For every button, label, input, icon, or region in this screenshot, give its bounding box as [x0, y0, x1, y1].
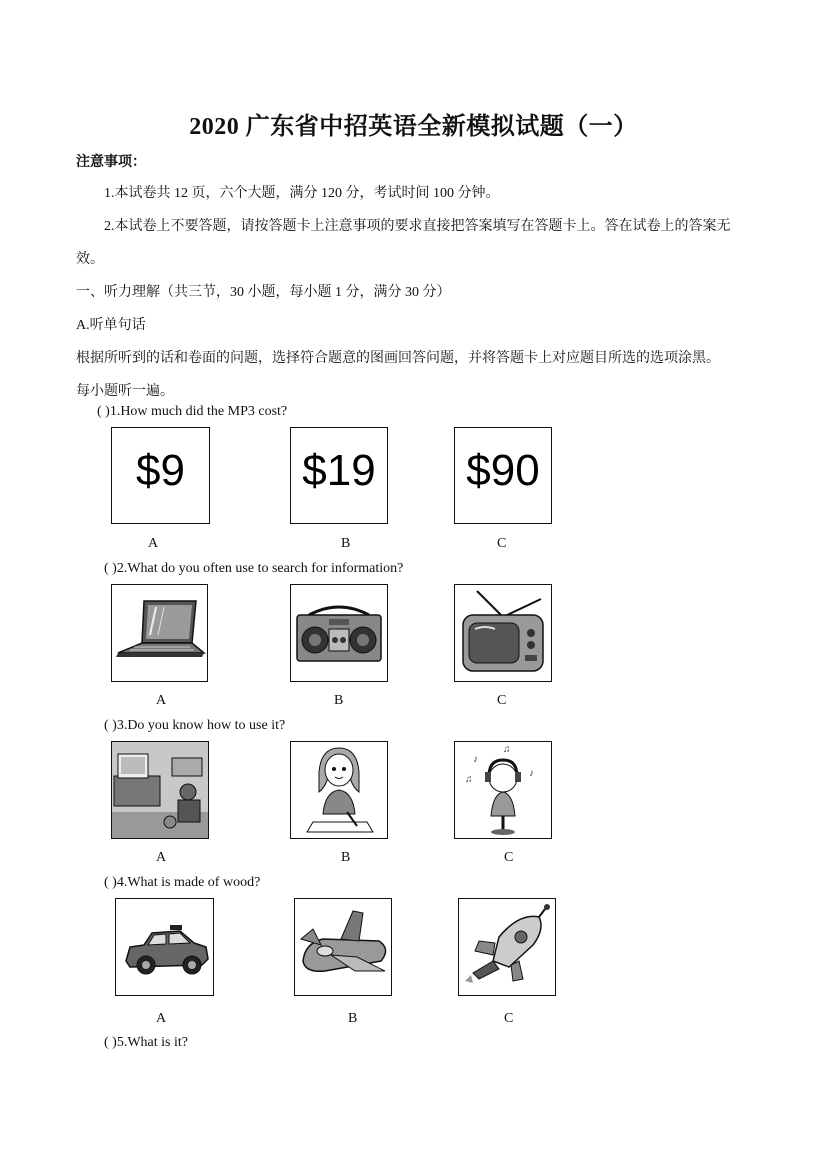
laptop-icon [112, 585, 207, 681]
option-3a-image [111, 741, 209, 839]
option-2c-image [454, 584, 552, 682]
option-1a-image [111, 427, 210, 524]
option-label-1a: A [148, 536, 159, 551]
notice-heading: 注意事项： [76, 155, 146, 170]
option-3b-image [290, 741, 388, 839]
part-a-heading: A.听单句话 [76, 318, 146, 333]
option-4b-image [294, 898, 392, 996]
option-1b-image [290, 427, 388, 524]
option-label-4c: C [504, 1011, 514, 1026]
question-2: ( )2.What do you often use to search for information? [104, 561, 404, 576]
option-label-4a: A [156, 1011, 167, 1026]
option-4c-image [458, 898, 556, 996]
option-1c-image [454, 427, 552, 524]
radio-cassette-icon [291, 585, 387, 681]
page-title: 2020 广东省中招英语全新模拟试题（一） [189, 114, 638, 140]
girl-headphones-icon [455, 742, 551, 838]
option-label-1b: B [341, 536, 351, 551]
price-label: $9 [136, 446, 185, 495]
girl-writing-icon [291, 742, 387, 838]
option-label-2b: B [334, 693, 344, 708]
notice-item-2-line-2: 效。 [76, 252, 104, 267]
notice-item-1: 1.本试卷共 12 页，六个大题，满分 120 分，考试时间 100 分钟。 [104, 186, 500, 201]
option-2b-image [290, 584, 388, 682]
rocket-icon [459, 899, 555, 995]
option-label-1c: C [497, 536, 507, 551]
question-1: ( )1.How much did the MP3 cost? [97, 404, 288, 419]
watching-tv-scene-icon [112, 742, 208, 838]
instruction-line-1: 根据所听到的话和卷面的问题，选择符合题意的图画回答问题，并将答题卡上对应题目所选的选项涂黑。 [76, 351, 720, 366]
option-label-4b: B [348, 1011, 358, 1026]
price-label: $90 [466, 446, 540, 495]
option-label-3c: C [504, 850, 514, 865]
airplane-icon [295, 899, 391, 995]
notice-item-2-line-1: 2.本试卷上不要答题，请按答题卡上注意事项的要求直接把答案填写在答题卡上。答在试卷上的答案无 [104, 219, 731, 234]
svg-text:♫: ♫ [503, 744, 511, 755]
option-label-2a: A [156, 693, 167, 708]
tv-icon [455, 585, 551, 681]
question-4: ( )4.What is made of wood? [104, 875, 261, 890]
section-heading: 一、听力理解（共三节，30 小题，每小题 1 分，满分 30 分） [76, 285, 451, 300]
question-3: ( )3.Do you know how to use it? [104, 718, 286, 733]
option-label-3b: B [341, 850, 351, 865]
option-2a-image [111, 584, 208, 682]
question-5: ( )5.What is it? [104, 1035, 188, 1050]
option-4a-image [115, 898, 214, 996]
svg-text:♪: ♪ [473, 754, 478, 765]
car-icon [116, 899, 213, 995]
option-3c-image [454, 741, 552, 839]
price-label: $19 [302, 446, 376, 495]
option-label-3a: A [156, 850, 167, 865]
svg-text:♫: ♫ [465, 774, 473, 785]
svg-text:♪: ♪ [529, 768, 534, 779]
option-label-2c: C [497, 693, 507, 708]
instruction-line-2: 每小题听一遍。 [76, 384, 174, 399]
